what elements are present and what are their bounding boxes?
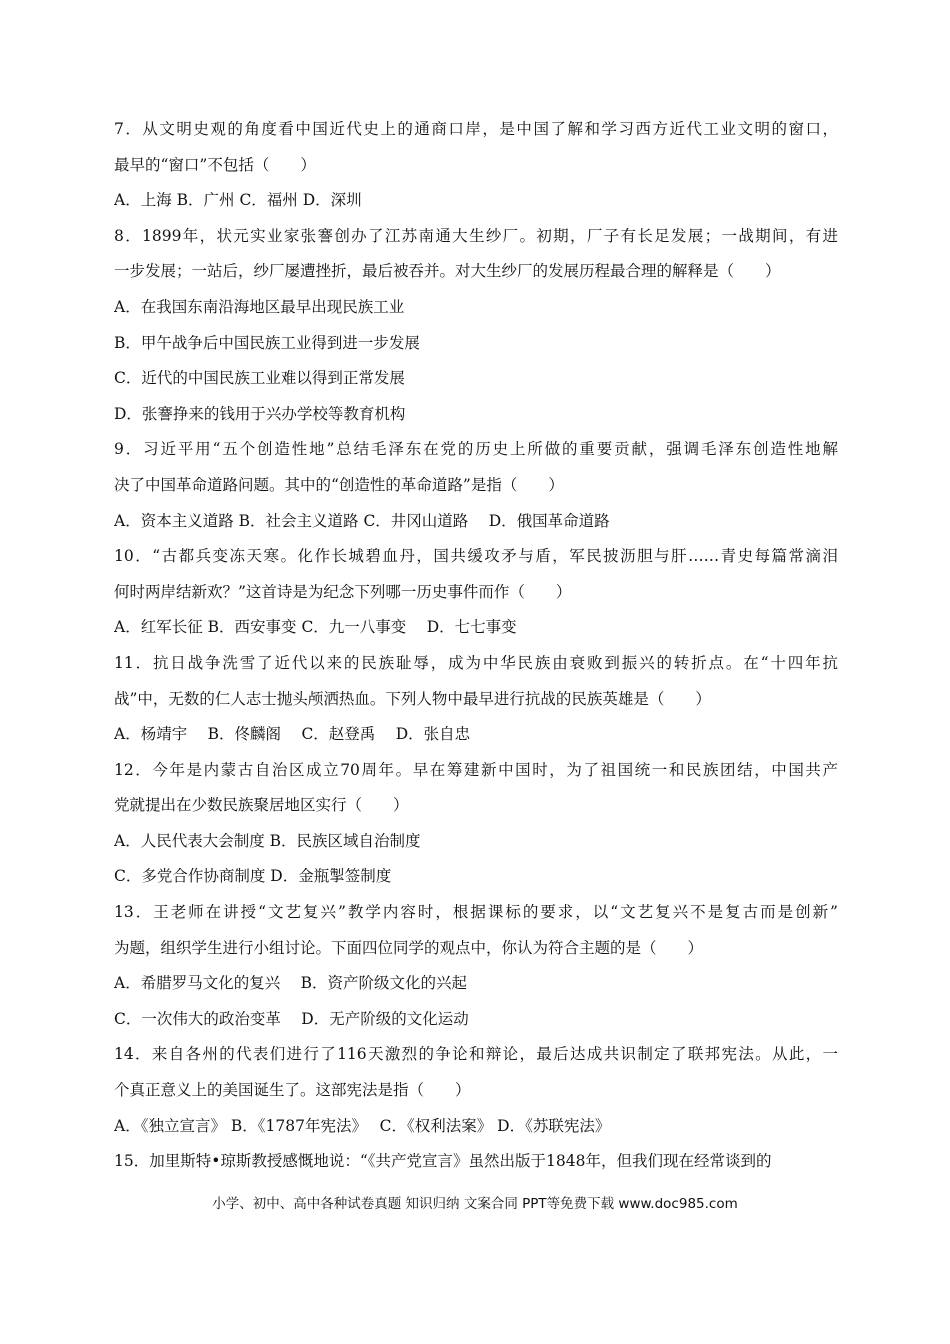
question-stem-line: 最早的“窗口”不包括（ ）: [114, 155, 316, 174]
question-options-line: A．在我国东南沿海地区最早出现民族工业: [114, 297, 405, 316]
question-stem-line: 7．从文明史观的角度看中国近代史上的通商口岸，是中国了解和学习西方近代工业文明的窗口，: [114, 120, 838, 138]
question-13: [114, 895, 838, 1037]
question-7: [114, 112, 838, 219]
question-10: [114, 539, 838, 646]
question-options-line: A．杨靖宇 B．佟麟阁 C．赵登禹 D．张自忠: [114, 725, 471, 744]
question-stem-line: 14．来自各州的代表们进行了116天激烈的争论和辩论，最后达成共识制定了联邦宪法。从此，一: [114, 1045, 838, 1064]
question-stem-line: 为题，组织学生进行小组讨论。下面四位同学的观点中，你认为符合主题的是（ ）: [114, 938, 704, 957]
question-stem-line: 党就提出在少数民族聚居地区实行（ ）: [114, 796, 409, 815]
question-stem-line: 12．今年是内蒙古自治区成立70周年。早在筹建新中国时，为了祖国统一和民族团结，中国共产: [114, 760, 838, 779]
question-12: [114, 753, 838, 895]
question-options-line: A．上海 B．广州 C．福州 D．深圳: [114, 191, 362, 210]
question-options-line: A．《独立宣言》 B．《1787年宪法》 C．《权利法案》 D．《苏联宪法》: [114, 1116, 611, 1135]
question-stem-line: 10．“古都兵变冻天寒。化作长城碧血丹，国共缓攻矛与盾，军民披沥胆与肝……青史每篇常滴泪: [114, 547, 838, 566]
question-9: [114, 432, 838, 539]
question-11: [114, 646, 838, 753]
question-stem-line: 11．抗日战争洗雪了近代以来的民族耻辱，成为中华民族由衰败到振兴的转折点。在“十四年抗: [114, 653, 838, 672]
question-stem-line: 一步发展；一站后，纱厂屡遭挫折，最后被吞并。对大生纱厂的发展历程最合理的解释是（ ）: [114, 262, 781, 281]
question-stem-line: 15．加里斯特•琼斯教授感慨地说：“《共产党宣言》虽然出版于1848年，但我们现在经常谈到的: [114, 1152, 772, 1171]
question-options-line: C．多党合作协商制度 D．金瓶掣签制度: [114, 867, 392, 886]
question-options-line: A．人民代表大会制度 B．民族区域自治制度: [114, 831, 421, 850]
question-options-line: A．资本主义道路 B．社会主义道路 C．井冈山道路 D．俄国革命道路: [114, 511, 610, 530]
page-footer: 小学、初中、高中各种试卷真题 知识归纳 文案合同 PPT等免费下载 www.doc985.com: [212, 1196, 738, 1212]
question-stem-line: 8．1899年，状元实业家张謇创办了江苏南通大生纱厂。初期，厂子有长足发展；一战期间，有进: [114, 226, 838, 245]
question-stem-line: 战”中，无数的仁人志士抛头颅洒热血。下列人物中最早进行抗战的民族英雄是（ ）: [114, 689, 711, 708]
question-options-line: A．希腊罗马文化的复兴 B．资产阶级文化的兴起: [114, 974, 468, 993]
question-stem-line: 9．习近平用“五个创造性地”总结毛泽东在党的历史上所做的重要贡献，强调毛泽东创造性地解: [114, 440, 838, 459]
question-stem-line: 决了中国革命道路问题。其中的“创造性的革命道路”是指（ ）: [114, 475, 564, 494]
question-options-line: B．甲午战争后中国民族工业得到进一步发展: [114, 333, 420, 352]
question-stem-line: 个真正意义上的美国诞生了。这部宪法是指（ ）: [114, 1081, 471, 1100]
question-8: [114, 219, 838, 433]
question-14: [114, 1037, 838, 1144]
question-options-line: C．一次伟大的政治变革 D．无产阶级的文化运动: [114, 1009, 469, 1028]
question-options-line: C．近代的中国民族工业难以得到正常发展: [114, 369, 405, 388]
question-options-line: A．红军长征 B．西安事变 C．九一八事变 D．七七事变: [114, 618, 517, 637]
question-stem-line: 13．王老师在讲授“文艺复兴”教学内容时，根据课标的要求，以“文艺复兴不是复古而是创新”: [114, 903, 838, 922]
question-15: [114, 1144, 838, 1180]
question-options-line: D．张謇挣来的钱用于兴办学校等教育机构: [114, 404, 406, 423]
question-list: [114, 112, 838, 1180]
question-stem-line: 何时两岸结新欢？”这首诗是为纪念下列哪一历史事件而作（ ）: [114, 582, 572, 601]
